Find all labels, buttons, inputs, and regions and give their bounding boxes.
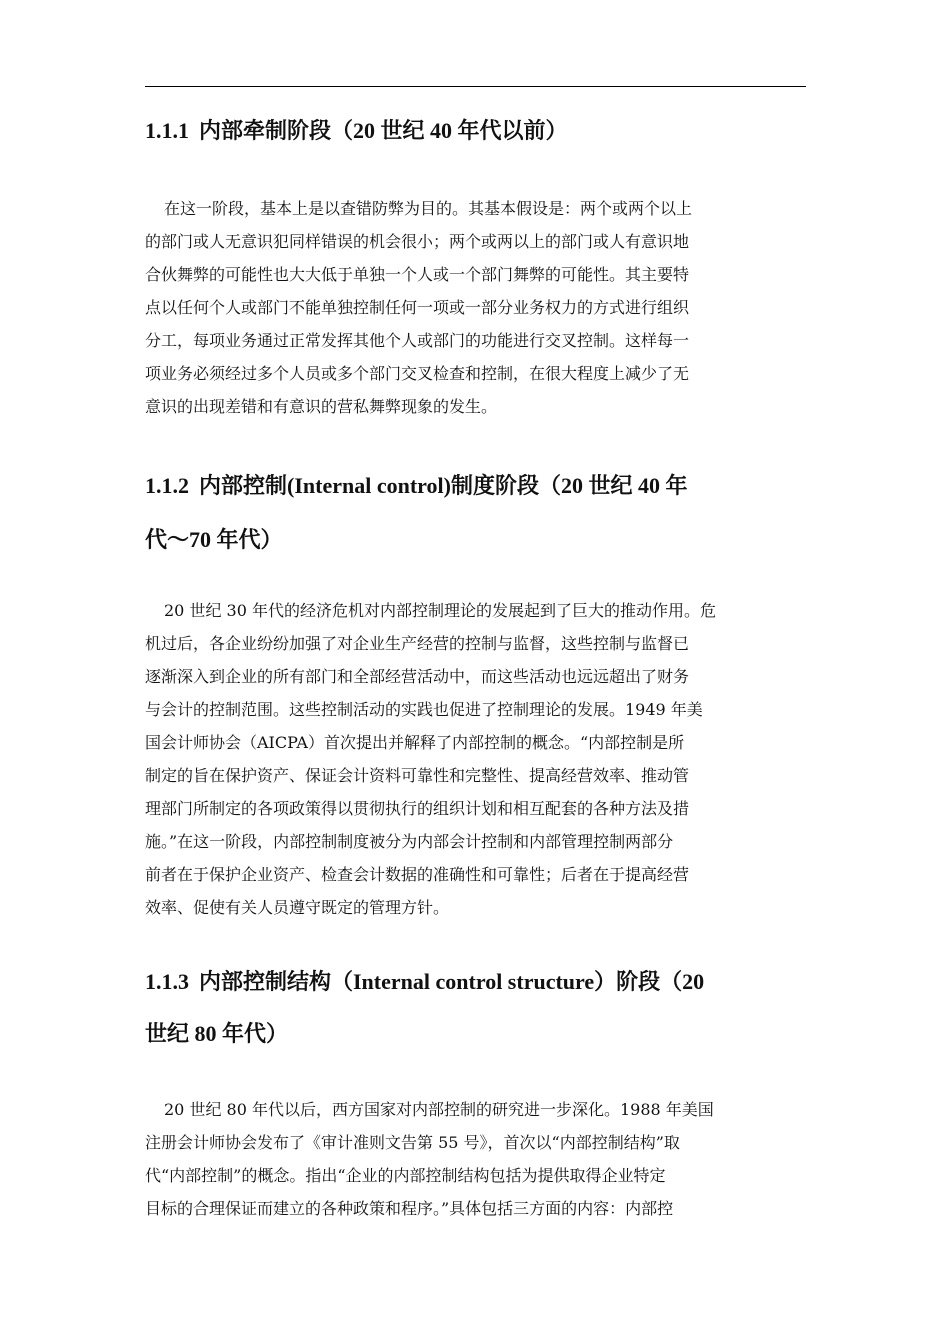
- paragraph-line: 点以任何个人或部门不能单独控制任何一项或一部分业务权力的方式进行组织: [145, 298, 690, 317]
- section-heading-1-1-2: [145, 459, 810, 567]
- paragraph-line: 制定的旨在保护资产、保证会计资料可靠性和完整性、提高经营效率、推动管: [145, 766, 690, 785]
- section-title-line: 世纪 80 年代）: [145, 1021, 289, 1046]
- paragraph-line: 逐渐深入到企业的所有部门和全部经营活动中，而这些活动也远远超出了财务: [145, 667, 690, 686]
- paragraph-line: 分工，每项业务通过正常发挥其他个人或部门的功能进行交叉控制。这样每一: [145, 331, 690, 350]
- section-paragraph-1-1-3: [145, 1093, 810, 1225]
- section-title-line: 内部牵制阶段（20 世纪 40 年代以前）: [199, 118, 568, 143]
- paragraph-line: 与会计的控制范围。这些控制活动的实践也促进了控制理论的发展。1949 年美: [145, 700, 703, 719]
- paragraph-line: 国会计师协会（AICPA）首次提出并解释了内部控制的概念。“内部控制是所: [145, 733, 685, 752]
- paragraph-line: 20 世纪 30 年代的经济危机对内部控制理论的发展起到了巨大的推动作用。危: [164, 601, 716, 620]
- paragraph-line: 项业务必须经过多个人员或多个部门交叉检查和控制，在很大程度上减少了无: [145, 364, 690, 383]
- paragraph-line: 效率、促使有关人员遵守既定的管理方针。: [145, 898, 450, 917]
- paragraph-line: 意识的出现差错和有意识的营私舞弊现象的发生。: [145, 397, 498, 416]
- section-title-line: 内部控制(Internal control)制度阶段（20 世纪 40 年: [199, 473, 688, 498]
- paragraph-line: 20 世纪 80 年代以后，西方国家对内部控制的研究进一步深化。1988 年美国: [164, 1100, 714, 1119]
- section-paragraph-1-1-1: [145, 192, 810, 423]
- paragraph-line: 机过后，各企业纷纷加强了对企业生产经营的控制与监督，这些控制与监督已: [145, 634, 690, 653]
- section-number: 1.1.2: [145, 473, 189, 498]
- section-number: 1.1.3: [145, 969, 189, 994]
- paragraph-line: 合伙舞弊的可能性也大大低于单独一个人或一个部门舞弊的可能性。其主要特: [145, 265, 690, 284]
- paragraph-line: 理部门所制定的各项政策得以贯彻执行的组织计划和相互配套的各种方法及措: [145, 799, 690, 818]
- paragraph-line: 的部门或人无意识犯同样错误的机会很小；两个或两以上的部门或人有意识地: [145, 232, 690, 251]
- paragraph-line: 在这一阶段，基本上是以查错防弊为目的。其基本假设是：两个或两个以上: [164, 199, 693, 218]
- section-paragraph-1-1-2: [145, 594, 810, 924]
- header-rule: [145, 86, 806, 87]
- paragraph-line: 注册会计师协会发布了《审计准则文告第 55 号》，首次以“内部控制结构”取: [145, 1133, 680, 1152]
- section-title-line: 代～70 年代）: [145, 527, 283, 552]
- section-number: 1.1.1: [145, 118, 189, 143]
- section-heading-1-1-3: [145, 956, 810, 1060]
- section-title-line: 内部控制结构（Internal control structure）阶段（20: [199, 969, 705, 994]
- paragraph-line: 前者在于保护企业资产、检查会计数据的准确性和可靠性；后者在于提高经营: [145, 865, 690, 884]
- paragraph-line: 代“内部控制”的概念。指出“企业的内部控制结构包括为提供取得企业特定: [145, 1166, 666, 1185]
- paragraph-line: 目标的合理保证而建立的各种政策和程序。”具体包括三方面的内容：内部控: [145, 1199, 674, 1218]
- section-heading-1-1-1: [145, 107, 810, 155]
- paragraph-line: 施。”在这一阶段，内部控制制度被分为内部会计控制和内部管理控制两部分: [145, 832, 674, 851]
